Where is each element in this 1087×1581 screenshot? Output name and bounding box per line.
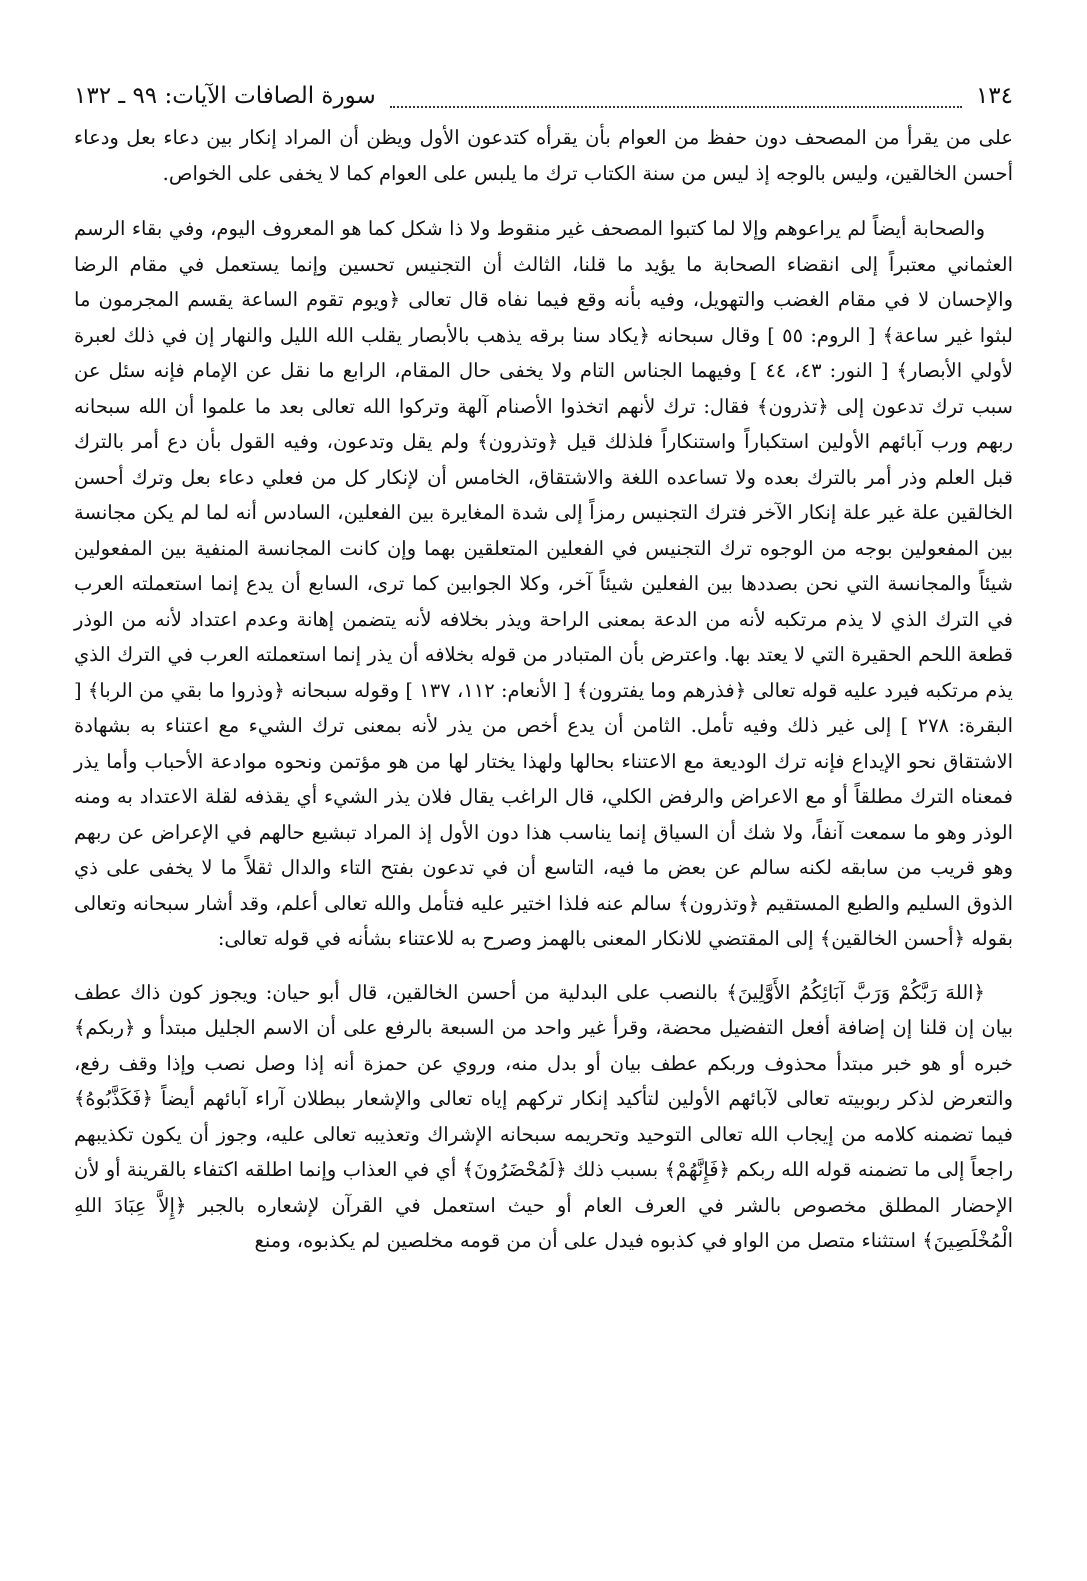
running-header [74,78,1013,114]
paragraph-commentary: والصحابة أيضاً لم يراعوهم وإلا لما كتبوا المصحف غير منقوط ولا ذا شكل كما هو المعروف اليوم، وفي بقاء الرسم العثماني معتبراً إلى انقضاء الصحابة ما يؤيد ما قلنا، الثالث أن التجنيس تحسين وإنما يستعمل في مقام الرضا والإحسان لا في مقام الغضب والتهويل، وفيه بأنه وقع فيما نفاه قال تعالى ﴿ويوم تقوم الساعة يقسم المجرمون ما لبثوا غير ساعة﴾ [ الروم: ٥٥ ] وقال سبحانه ﴿يكاد سنا برقه يذهب بالأبصار يقلب الله الليل والنهار إن في ذلك لعبرة لأولي الأبصار﴾ [ النور: ٤٣، ٤٤ ] وفيهما الجناس التام ولا يخفى حال المقام، الرابع ما نقل عن الإمام فإنه سئل عن سبب ترك تدعون إلى ﴿تذرون﴾ فقال: ترك لأنهم اتخذوا الأصنام آلهة وتركوا الله تعالى بعد ما علموا أن الله سبحانه ربهم ورب آبائهم الأولين استكباراً واستنكاراً فلذلك قيل ﴿وتذرون﴾ ولم يقل وتدعون، وفيه القول بأن دع أمر بالترك قبل العلم وذر أمر بالترك بعده ولا تساعده اللغة والاشتقاق، الخامس أن لإنكار كل من فعلي دعاء بعل وترك أحسن الخالقين علة غير علة إنكار الآخر فترك التجنيس رمزاً إلى شدة المغايرة بين الفعلين، السادس أنه لما لم يكن مجانسة بين المفعولين بوجه من الوجوه ترك التجنيس في الفعلين المتعلقين بهما وإن كانت المجانسة المنفية بين المفعولين شيئاً والمجانسة التي نحن بصددها بين الفعلين شيئاً آخر، وكلا الجوابين كما ترى، السابع أن يدع إنما استعملته العرب في الترك الذي لا يذم مرتكبه لأنه من الدعة بمعنى الراحة ويذر بخلافه لأنه يتضمن إهانة وعدم اعتداد لأنه من الوذر قطعة اللحم الحقيرة التي لا يعتد بها. واعترض بأن المتبادر من قوله بخلافه أن يذر إنما استعملته العرب في الترك الذي يذم مرتكبه فيرد عليه قوله تعالى ﴿فذرهم وما يفترون﴾ [ الأنعام: ١١٢، ١٣٧ ] وقوله سبحانه ﴿وذروا ما بقي من الربا﴾ [ البقرة: ٢٧٨ ] إلى غير ذلك وفيه تأمل. الثامن أن يدع أخص من يذر لأنه بمعنى ترك الشيء مع اعتناء به بشهادة الاشتقاق نحو الإيداع فإنه ترك الوديعة مع الاعتناء بحالها ولهذا يختار لها من هو مؤتمن ونحوه موادعة الأحباب وأما يذر فمعناه الترك مطلقاً أو مع الاعراض والرفض الكلي، قال الراغب يقال فلان يذر الشيء أي يقذفه لقلة الاعتداد به ومنه الوذر وهو ما سمعت آنفاً، ولا شك أن السياق إنما يناسب هذا دون الأول إذ المراد تبشيع حالهم في الإعراض عن ربهم وهو قريب من سابقه لكنه سالم عن بعض ما فيه، التاسع أن في تدعون بفتح التاء والدال ثقلاً ما لا يخفى على ذي الذوق السليم والطبع المستقيم ﴿وتذرون﴾ سالم عنه فلذا اختير عليه فتأمل والله تعالى أعلم، وقد أشار سبحانه وتعالى بقوله ﴿أحسن الخالقين﴾ إلى المقتضي للانكار المعنى بالهمز وصرح به للاعتناء بشأنه في قوله تعالى: [74,217,1013,950]
document-page [74,78,1013,1571]
dotted-leader [390,84,962,108]
paragraph-continuation: على من يقرأ من المصحف دون حفظ من العوام بأن يقرأه كتدعون الأول ويظن أن المراد إنكار بين دعاء بعل ودعاء أحسن الخالقين، وليس بالوجه إذ ليس من سنة الكتاب ترك ما يلبس على العوام كما لا يخفى على الخواص. [74,126,1013,185]
page-number: ١٣٤ [975,83,1013,109]
paragraph-verse-commentary: ﴿اللهَ رَبَّكُمْ وَرَبَّ آبَائِكُمُ الأَوَّلِينَ﴾ بالنصب على البدلية من أحسن الخالقين، قال أبو حيان: ويجوز كون ذاك عطف بيان إن قلنا إن إضافة أفعل التفضيل محضة، وقرأ غير واحد من السبعة بالرفع على أن الاسم الجليل مبتدأ و ﴿ربكم﴾ خبره أو هو خبر مبتدأ محذوف وربكم عطف بيان أو بدل منه، وروي عن حمزة أنه إذا وصل نصب وإذا وقف رفع، والتعرض لذكر ربوبيته تعالى لآبائهم الأولين لتأكيد إنكار تركهم إياه تعالى والإشعار ببطلان آراء آبائهم أيضاً ﴿فَكَذَّبُوهُ﴾ فيما تضمنه كلامه من إيجاب الله تعالى التوحيد وتحريمه سبحانه الإشراك وتعذيبه تعالى عليه، وجوز أن يكون تكذيبهم راجعاً إلى ما تضمنه قوله الله ربكم ﴿فَإِنَّهُمْ﴾ بسبب ذلك ﴿لَمُحْضَرُونَ﴾ أي في العذاب وإنما اطلقه اكتفاء بالقرينة أو لأن الإحضار المطلق مخصوص بالشر في العرف العام أو حيث استعمل في القرآن لإشعاره بالجبر ﴿إِلاَّ عِبَادَ اللهِ الْمُخْلَصِينَ﴾ استثناء متصل من الواو في كذبوه فيدل على أن من قومه مخلصين لم يكذبوه، ومنع [74,980,1013,1252]
header-title: سورة الصافات الآيات: ٩٩ ـ ١٣٢ [74,83,376,109]
